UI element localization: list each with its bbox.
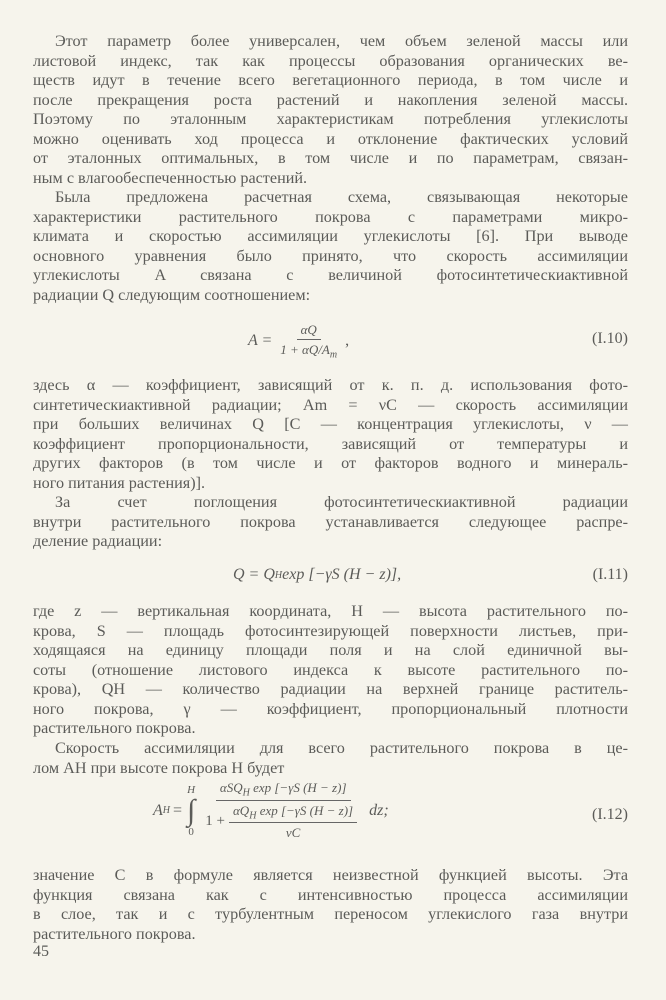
eq3-inner-num-text: αQ [232,802,250,818]
text-line: Была предложена расчетная схема, связывающая некоторые [55,188,628,206]
paragraph-5 [33,602,628,739]
eq3-tail: dz; [369,801,389,819]
eq3-fraction [201,780,365,841]
eq3-num-post: exp [−γS (H − z)] [249,780,347,795]
text-line: Этот параметр более универсален, чем объем зеленой массы или [55,32,628,50]
paragraph-2 [33,188,628,305]
text-line: растительного покрова. [33,719,196,737]
text-line: синтетическиактивной радиации; Am = νC — скорость ассимиляции [33,395,628,414]
eq1-den-sub: m [329,349,338,361]
eq2-rhs: exp [−γS (H − z)], [282,566,402,583]
eq3-inner-num [229,803,357,824]
text-line: где z — вертикальная координата, H — высота растительного по- [33,602,628,620]
integral-sign: H ∫ 0 [187,783,196,838]
eq3-num-text: αSQ [219,780,243,795]
eq3-equals: = [173,801,183,819]
text-line: крова, S — площадь фотосинтезирующей поверхности листьев, при- [33,621,628,640]
text-line: коэффициент пропорциональности, зависящий от температуры и [33,434,628,453]
eq3-den-one: 1 + [205,813,225,830]
eq2-lhs: Q = Q [233,566,275,583]
text-line: крова), QH — количество радиации на верхней границе раститель- [33,680,628,698]
eq3-inner-den: νC [285,825,301,841]
eq3-lhs: A [153,801,163,819]
text-line: внутри растительного покрова устанавливается следующее распре- [33,512,628,531]
text-line: ного питания растения)]. [33,473,206,492]
eq3-lhs-sub: H [162,805,171,817]
paragraph-3 [33,376,628,493]
equation-label: (I.11) [592,566,628,583]
page-number: 45 [33,943,49,960]
paragraph-1 [33,32,628,188]
eq3-inner-num-sub: H [249,810,257,822]
text-line: радиации Q следующим соотношением: [33,285,311,304]
text-line: от эталонных оптимальных, в том числе и по параметрам, связан- [33,149,628,167]
text-line: За счет поглощения фотосинтетическиактивной радиации [55,493,628,511]
equation-I-10 [33,322,628,361]
text-line: соты (отношение листового индекса к высоте растительного по- [33,660,628,679]
eq1-tail: , [345,332,350,350]
equation-I-12 [33,780,628,852]
eq3-denominator [201,801,365,842]
eq3-inner-fraction [229,803,357,842]
text-line: климата и скоростью ассимиляции углекислоты [6]. При выводе [33,227,628,245]
text-line: растительного покрова. [33,924,196,943]
text-line: лом AH при высоте покрова H будет [33,758,285,777]
eq2-lhs-sub: H [274,569,283,581]
text-line: ным с влагообеспеченностью растений. [33,168,308,187]
text-line: значение C в формуле является неизвестной функцией высоты. Эта [33,866,628,884]
text-line: ного покрова, γ — коэффициент, пропорциональный плотности [33,699,628,718]
paragraph-7 [33,866,628,944]
text-line: ходящаяся на единицу площади поля и на слой единичной вы- [33,641,628,659]
equation-I-11 [33,566,628,588]
text-line: при больших величинах Q [C — концентрация углекислоты, ν — [33,415,628,433]
text-line: можно оценивать ход процесса и отклонение фактических условий [33,129,628,148]
text-line: ществ идут в течение всего вегетационного периода, в том числе и [33,71,628,89]
text-line: Скорость ассимиляции для всего растительного покрова в це- [55,739,628,757]
eq1-numerator: αQ [297,322,321,340]
text-line: других факторов (в том числе и от факторов водного и минераль- [33,454,628,472]
eq3-inner-num-post: exp [−γS (H − z)] [256,802,354,818]
eq1-lhs: A = [248,332,273,350]
text-line: листовой индекс, так как процессы образования органических ве- [33,51,628,70]
text-line: здесь α — коэффициент, зависящий от к. п. д. использования фото- [33,376,628,394]
text-line: функция связана как с интенсивностью процесса ассимиляции [33,885,628,904]
text-line: после прекращения роста растений и накопления зеленой массы. [33,90,628,109]
text-line: характеристики растительного покрова с параметрами микро- [33,207,628,226]
equation-label: (I.12) [592,806,628,823]
text-line: Поэтому по эталонным характеристикам потребления углекислоты [33,110,628,128]
eq1-fraction [276,322,341,361]
eq1-den-text: 1 + αQ/A [280,342,330,357]
text-line: основного уравнения было принято, что скорость ассимиляции [33,246,628,265]
text-line: деление радиации: [33,532,163,550]
eq3-num-sub: H [242,787,250,799]
text-line: в слое, так и с турбулентным переносом углекислого газа внутри [33,905,628,923]
eq3-numerator [216,780,351,801]
paragraph-6 [33,739,628,778]
integral-lower: 0 [188,825,194,838]
paragraph-4 [33,493,628,552]
integral-upper: H [187,783,196,796]
equation-label: (I.10) [592,330,628,347]
eq1-denominator [276,340,341,361]
text-line: углекислоты A связана с величиной фотосинтетическиактивной [33,266,628,284]
